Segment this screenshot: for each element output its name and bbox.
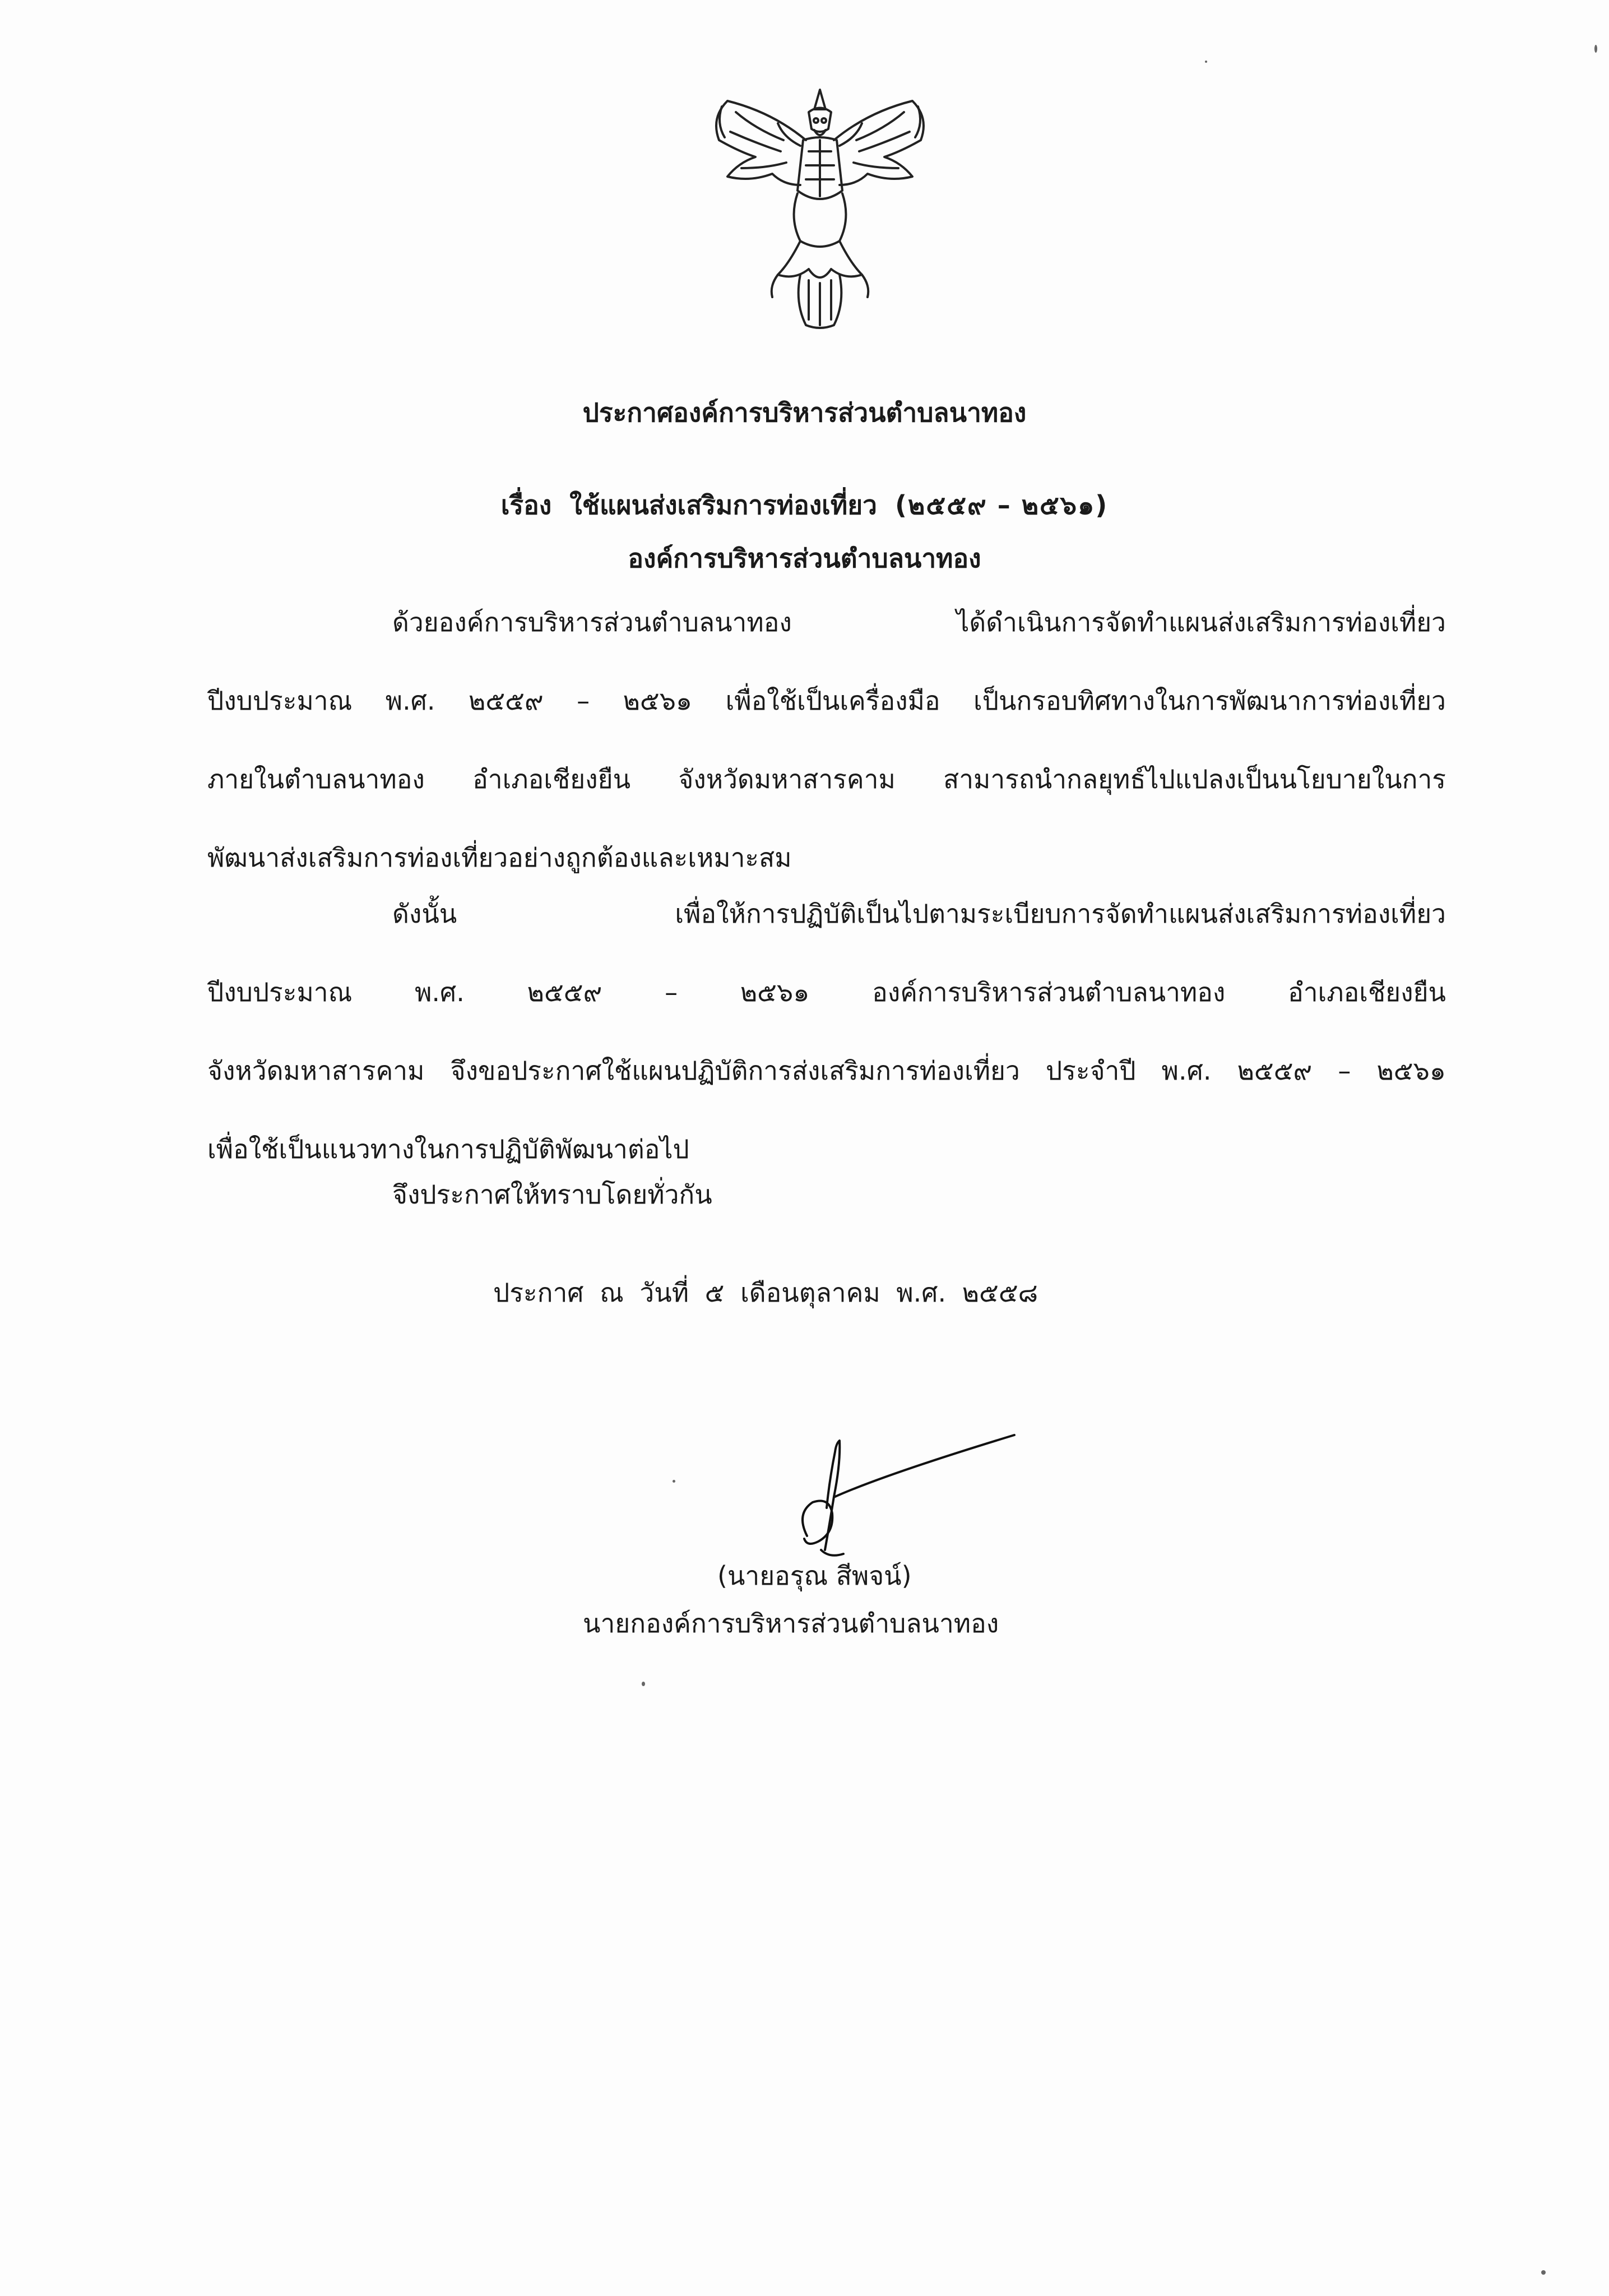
paragraph-2-line: จังหวัดมหาสารคาม จึงขอประกาศใช้แผนปฏิบัติการส่งเสริมการท่องเที่ยว ประจำปี พ.ศ. ๒๕๕๙ – ๒๕๖๑ [207, 1056, 1446, 1086]
signer-title: นายกองค์การบริหารส่วนตำบลนาทอง [583, 1608, 999, 1638]
signature-icon [773, 1429, 1031, 1575]
paragraph-2-line: เพื่อใช้เป็นแนวทางในการปฏิบัติพัฒนาต่อไป [207, 1134, 689, 1164]
paragraph-2 [207, 874, 1446, 1188]
subject-years: (๒๕๕๙ – ๒๕๖๑) [895, 490, 1109, 520]
garuda-emblem-icon [688, 78, 952, 336]
paragraph-1-line: ภายในตำบลนาทอง อำเภอเชียงยืน จังหวัดมหาสารคาม สามารถนำกลยุทธ์ไปแปลงเป็นนโยบายในการ [207, 764, 1446, 794]
document-subject [0, 485, 1609, 526]
paragraph-1-line: พัฒนาส่งเสริมการท่องเที่ยวอย่างถูกต้องและเหมาะสม [207, 843, 792, 873]
scan-speck [1205, 61, 1207, 63]
paragraph-2-line: ปีงบประมาณ พ.ศ. ๒๕๕๙ – ๒๕๖๑ องค์การบริหารส่วนตำบลนาทอง อำเภอเชียงยืน [207, 977, 1446, 1007]
paragraph-2-line: ดังนั้น เพื่อให้การปฏิบัติเป็นไปตามระเบียบการจัดทำแผนส่งเสริมการท่องเที่ยว [392, 899, 1446, 929]
scan-speck [642, 1682, 645, 1686]
signer-name: (นายอรุณ สีพจน์) [717, 1561, 912, 1591]
closing-statement: จึงประกาศให้ทราบโดยทั่วกัน [392, 1179, 712, 1210]
paragraph-1-line: ปีงบประมาณ พ.ศ. ๒๕๕๙ – ๒๕๖๑ เพื่อใช้เป็นเครื่องมือ เป็นกรอบทิศทางในการพัฒนาการท่องเที่ยว [207, 686, 1446, 716]
announcement-date: ประกาศ ณ วันที่ ๕ เดือนตุลาคม พ.ศ. ๒๕๕๘ [493, 1277, 1038, 1308]
scan-speck [1541, 2270, 1546, 2275]
issuing-organization: องค์การบริหารส่วนตำบลนาทอง [628, 543, 981, 573]
scan-speck [673, 1480, 675, 1483]
scan-speck [1594, 45, 1597, 53]
document-title: ประกาศองค์การบริหารส่วนตำบลนาทอง [582, 397, 1027, 428]
subject-prefix: เรื่อง [500, 490, 552, 520]
paragraph-1 [207, 583, 1446, 897]
paragraph-1-line: ด้วยองค์การบริหารส่วนตำบลนาทอง ได้ดำเนินการจัดทำแผนส่งเสริมการท่องเที่ยว [392, 607, 1446, 637]
subject-text: ใช้แผนส่งเสริมการท่องเที่ยว [569, 490, 877, 520]
